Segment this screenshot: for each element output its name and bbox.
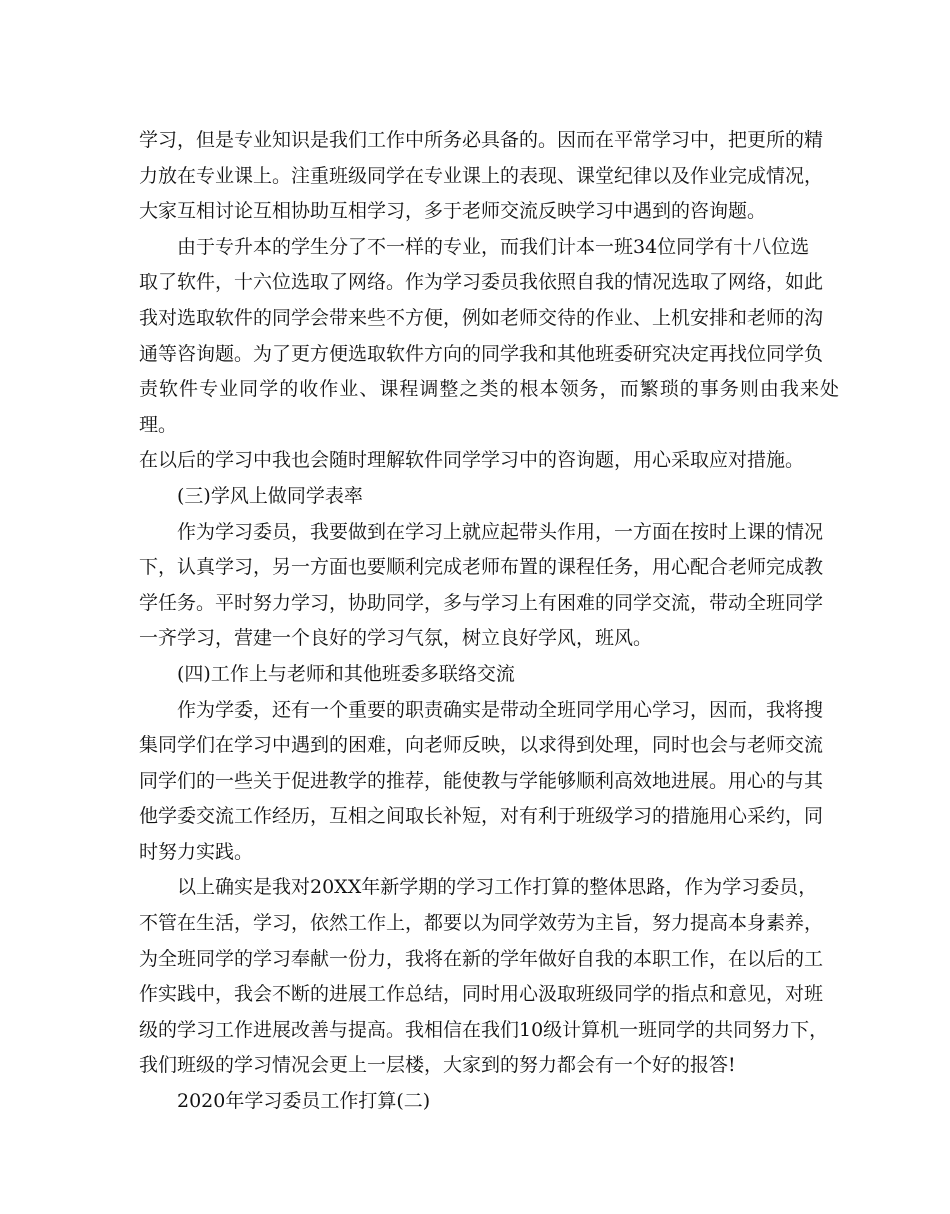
paragraph-role-model: 作为学习委员，我要做到在学习上就应起带头作用，一方面在按时上课的情况 下，认真学习，另一方面也要顺利完成老师布置的课程任务，用心配合老师完成教 学任务。平时努力学习，协助同学，多与学习上有困难的同学交流，带动全班同学 一齐学习，营建一个良好的学习气氛，树立良好学风，班风。 (139, 520, 824, 650)
next-document-title: 2020年学习委员工作打算(二) (177, 1090, 431, 1113)
paragraph-continuation: 学习，但是专业知识是我们工作中所务必具备的。因而在平常学习中，把更所的精 力放在专业课上。注重班级同学在专业课上的表现、课堂纪律以及作业完成情况， 大家互相讨论互相协助互相学习，多于老师交流反映学习中遇到的咨询题。 (139, 129, 824, 223)
paragraph-major-split: 由于专升本的学生分了不一样的专业，而我们计本一班34位同学有十八位选 取了软件，十六位选取了网络。作为学习委员我依照自我的情况选取了网络，如此 我对选取软件的同学会带来些不方便，例如老师交待的作业、上机安排和老师的沟 通等咨询题。为了更方便选取软件方向的同学我和其他班委研究决定再找位同学负 责软件专业同学的收作业、课程调整之类的根本领务，而繁琐的事务则由我来处理。 在以后的学习中我也会随时理解软件同学学习中的咨询题，用心采取应对措施。 (139, 235, 839, 472)
paragraph-summary: 以上确实是我对20XX年新学期的学习工作打算的整体思路，作为学习委员， 不管在生活，学习，依然工作上，都要以为同学效劳为主旨，努力提高本身素养， 为全班同学的学习奉献一份力，我将在新的学年做好自我的本职工作，在以后的工 作实践中，我会不断的进展工作总结，同时用心汲取班级同学的指点和意见，对班 级的学习工作进展改善与提高。我相信在我们10级计算机一班同学的共同努力下， 我们班级的学习情况会更上一层楼，大家到的努力都会有一个好的报答! (139, 876, 829, 1077)
document-body (139, 123, 839, 1120)
paragraph-communication: 作为学委，还有一个重要的职责确实是带动全班同学用心学习，因而，我将搜 集同学们在学习中遇到的困难，向老师反映，以求得到处理，同时也会与老师交流 同学们的一些关于促进教学的推荐，能使教与学能够顺利高效地进展。用心的与其 他学委交流工作经历，互相之间取长补短，对有利于班级学习的措施用心采约，同 时努力实践。 (139, 698, 824, 863)
section-heading-3: (三)学风上做同学表率 (177, 484, 363, 507)
section-heading-4: (四)工作上与老师和其他班委多联络交流 (177, 662, 515, 685)
